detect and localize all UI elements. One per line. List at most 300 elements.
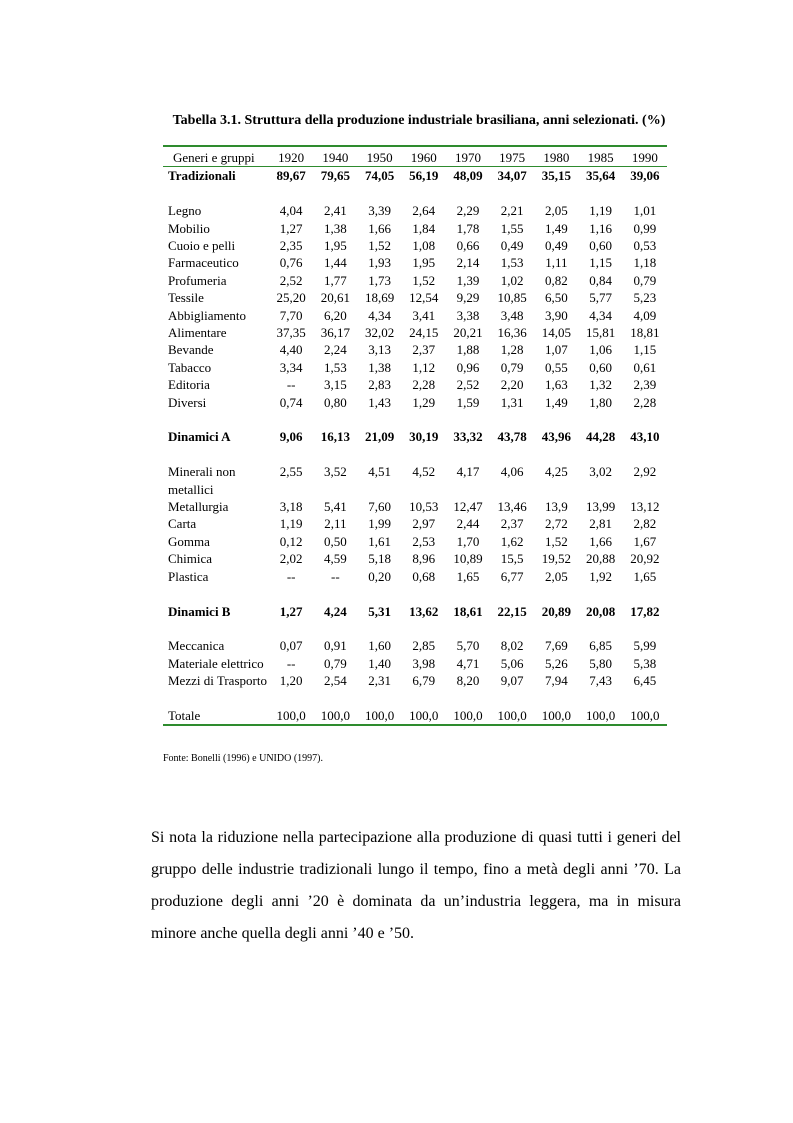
value-cell: 2,14: [456, 255, 480, 271]
value-cell: 7,69: [545, 638, 568, 654]
row-label-cell: Materiale elettrico: [168, 655, 264, 671]
table-row: [163, 394, 667, 411]
value-cell: 1,84: [412, 220, 436, 236]
value-cell: 19,52: [541, 551, 571, 567]
value-cell: 20,21: [453, 325, 483, 341]
value-cell: 9,07: [500, 673, 524, 689]
spacer-cell: [163, 620, 667, 637]
spacer-row: [163, 411, 667, 428]
table-row: [163, 307, 667, 324]
value-cell: 30,19: [409, 429, 439, 445]
value-cell: 6,45: [633, 673, 657, 689]
value-cell: 100,0: [269, 707, 313, 725]
value-cell: 0,60: [589, 238, 612, 254]
value-cell: 1,73: [368, 272, 391, 288]
value-cell: 3,41: [412, 307, 436, 323]
value-cell: 5,31: [368, 603, 391, 619]
value-cell: 2,37: [500, 516, 524, 532]
table-row: [163, 463, 667, 498]
value-cell: 1,88: [456, 342, 480, 358]
value-cell: 15,5: [500, 551, 524, 567]
value-cell: 100,0: [313, 707, 357, 725]
column-header: 1975: [490, 146, 534, 167]
value-cell: 4,71: [456, 655, 480, 671]
value-cell: 5,70: [456, 638, 480, 654]
value-cell: 2,52: [279, 272, 303, 288]
row-label-cell: Legno: [168, 203, 202, 219]
value-cell: 5,77: [589, 290, 612, 306]
value-cell: 22,15: [497, 603, 527, 619]
value-cell: 79,65: [313, 167, 357, 185]
value-cell: 100,0: [578, 707, 622, 725]
value-cell: 35,64: [578, 167, 622, 185]
value-cell: 3,02: [589, 464, 612, 480]
row-label-cell: Gomma: [168, 533, 210, 549]
table-row: [163, 550, 667, 567]
value-cell: 32,02: [364, 325, 395, 341]
value-cell: --: [286, 568, 296, 584]
value-cell: 2,72: [545, 516, 568, 532]
spacer-cell: [163, 411, 667, 428]
value-cell: 2,54: [323, 673, 347, 689]
table-row: [163, 254, 667, 271]
value-cell: 44,28: [585, 429, 616, 445]
row-label-cell: Metallurgia: [168, 499, 229, 515]
value-cell: 1,52: [412, 272, 436, 288]
value-cell: 37,35: [276, 325, 306, 341]
value-cell: 1,59: [456, 394, 480, 410]
value-cell: 1,60: [368, 638, 391, 654]
table-caption: Tabella 3.1. Struttura della produzione industriale brasiliana, anni selezionati. (%): [172, 113, 666, 128]
value-cell: 6,50: [545, 290, 568, 306]
value-cell: 2,83: [368, 377, 391, 393]
value-cell: 5,99: [633, 638, 657, 654]
table-row: [163, 289, 667, 306]
value-cell: 89,67: [269, 167, 313, 185]
value-cell: 2,31: [368, 673, 391, 689]
value-cell: 13,62: [409, 603, 439, 619]
value-cell: 1,20: [279, 673, 303, 689]
row-label-cell: Totale: [163, 707, 269, 725]
value-cell: 0,79: [500, 359, 524, 375]
row-label-cell: Plastica: [168, 568, 209, 584]
value-cell: 100,0: [357, 707, 401, 725]
value-cell: 56,19: [402, 167, 446, 185]
row-label-cell: Tessile: [168, 290, 204, 306]
value-cell: 100,0: [534, 707, 578, 725]
value-cell: 2,64: [412, 203, 436, 219]
value-cell: 13,99: [585, 499, 616, 515]
table-row: [163, 202, 667, 219]
value-cell: 6,77: [500, 568, 524, 584]
value-cell: 13,12: [630, 499, 660, 515]
spacer-row: [163, 446, 667, 463]
value-cell: 1,08: [412, 238, 436, 254]
value-cell: 34,07: [490, 167, 534, 185]
column-header: 1940: [313, 146, 357, 167]
value-cell: 2,39: [633, 377, 657, 393]
value-cell: 8,02: [500, 638, 524, 654]
value-cell: 0,96: [456, 359, 480, 375]
value-cell: 4,34: [368, 307, 391, 323]
value-cell: 2,85: [412, 638, 436, 654]
value-cell: 2,55: [279, 464, 303, 480]
spacer-cell: [163, 585, 667, 602]
value-cell: 2,28: [412, 377, 436, 393]
value-cell: 0,84: [589, 272, 612, 288]
value-cell: 1,44: [323, 255, 347, 271]
value-cell: 1,49: [545, 220, 568, 236]
value-cell: 4,09: [633, 307, 657, 323]
row-label-cell: Mobilio: [168, 220, 210, 236]
value-cell: 6,20: [323, 307, 347, 323]
value-cell: 1,40: [368, 655, 391, 671]
value-cell: 2,37: [412, 342, 436, 358]
value-cell: 100,0: [623, 707, 667, 725]
value-cell: 10,89: [453, 551, 483, 567]
table-row: [163, 376, 667, 393]
value-cell: 1,95: [323, 238, 347, 254]
value-cell: 5,38: [633, 655, 657, 671]
column-header: 1980: [534, 146, 578, 167]
body-paragraph: Si nota la riduzione nella partecipazione alla produzione di quasi tutti i generi del gruppo delle industrie tradizionali lungo il tempo, fino a metà degli anni ’70. La produzione degli anni ’20 è dominata da un’industria leggera, ma in misura minore anche quella degli anni ’40 e ’50.: [151, 829, 681, 942]
value-cell: 1,67: [633, 533, 657, 549]
value-cell: 1,95: [412, 255, 436, 271]
value-cell: 1,12: [412, 359, 436, 375]
value-cell: --: [331, 568, 340, 584]
value-cell: 3,15: [323, 377, 347, 393]
value-cell: 3,98: [412, 655, 436, 671]
value-cell: 2,41: [323, 203, 347, 219]
value-cell: 5,41: [323, 499, 347, 515]
value-cell: 16,36: [497, 325, 527, 341]
row-label-cell: Chimica: [168, 551, 213, 567]
row-label-cell: Bevande: [168, 342, 214, 358]
value-cell: 20,08: [585, 603, 616, 619]
value-cell: 7,70: [279, 307, 303, 323]
value-cell: 9,29: [456, 290, 480, 306]
value-cell: 6,79: [412, 673, 436, 689]
value-cell: 4,40: [279, 342, 303, 358]
value-cell: 1,18: [633, 255, 657, 271]
row-label-cell: Alimentare: [168, 325, 227, 341]
value-cell: 1,53: [500, 255, 524, 271]
value-cell: 2,35: [279, 238, 303, 254]
row-label-cell: Carta: [168, 516, 197, 532]
group-total-row: [163, 167, 667, 185]
value-cell: 1,38: [368, 359, 391, 375]
value-cell: 0,80: [323, 394, 347, 410]
value-cell: 10,85: [497, 290, 527, 306]
value-cell: 1,61: [368, 533, 391, 549]
value-cell: 1,19: [279, 516, 303, 532]
value-cell: 43,96: [541, 429, 571, 445]
value-cell: 25,20: [276, 290, 306, 306]
value-cell: 2,82: [633, 516, 657, 532]
spacer-cell: [163, 446, 667, 463]
column-header: 1970: [446, 146, 490, 167]
value-cell: 0,61: [633, 359, 657, 375]
value-cell: 36,17: [320, 325, 350, 341]
value-cell: 0,53: [633, 238, 657, 254]
spacer-cell: [163, 690, 667, 707]
value-cell: 1,99: [368, 516, 391, 532]
value-cell: 43,10: [630, 429, 660, 445]
spacer-row: [163, 185, 667, 202]
value-cell: 43,78: [497, 429, 527, 445]
value-cell: 5,18: [368, 551, 391, 567]
value-cell: 4,59: [323, 551, 347, 567]
table-row: [163, 637, 667, 654]
spacer-row: [163, 620, 667, 637]
value-cell: 12,47: [453, 499, 483, 515]
value-cell: 1,63: [545, 377, 568, 393]
value-cell: 13,46: [497, 499, 527, 515]
row-label-cell: Minerali non metallici: [168, 464, 236, 497]
value-cell: 1,43: [368, 394, 391, 410]
column-header: 1960: [402, 146, 446, 167]
value-cell: 18,69: [364, 290, 395, 306]
table-row: [163, 324, 667, 341]
value-cell: 0,49: [500, 238, 524, 254]
value-cell: 3,52: [323, 464, 347, 480]
value-cell: 4,04: [279, 203, 303, 219]
value-cell: 1,66: [589, 533, 612, 549]
value-cell: 17,82: [630, 603, 660, 619]
value-cell: 2,20: [500, 377, 524, 393]
column-header: 1920: [269, 146, 313, 167]
value-cell: 0,50: [323, 533, 347, 549]
value-cell: 2,92: [633, 464, 657, 480]
value-cell: 14,05: [541, 325, 571, 341]
value-cell: 1,78: [456, 220, 480, 236]
value-cell: 4,34: [589, 307, 612, 323]
value-cell: 1,27: [279, 603, 303, 619]
value-cell: 4,25: [545, 464, 568, 480]
value-cell: 2,05: [545, 568, 568, 584]
value-cell: --: [286, 377, 296, 393]
value-cell: 18,61: [453, 603, 483, 619]
value-cell: 0,12: [279, 533, 303, 549]
value-cell: 1,02: [500, 272, 524, 288]
value-cell: 16,13: [320, 429, 350, 445]
group-total-row: [163, 428, 667, 445]
value-cell: 2,29: [456, 203, 480, 219]
value-cell: 100,0: [490, 707, 534, 725]
value-cell: 9,06: [279, 429, 303, 445]
value-cell: 0,68: [412, 568, 436, 584]
value-cell: 0,49: [545, 238, 568, 254]
table-row: [163, 341, 667, 358]
row-label-cell: Farmaceutico: [168, 255, 239, 271]
row-label-cell: Mezzi di Trasporto: [168, 673, 267, 689]
value-cell: 8,96: [412, 551, 436, 567]
value-cell: 39,06: [623, 167, 667, 185]
value-cell: 33,32: [453, 429, 483, 445]
spacer-cell: [163, 185, 667, 202]
value-cell: 10,53: [409, 499, 439, 515]
row-label-cell: Editoria: [168, 377, 210, 393]
value-cell: 20,92: [630, 551, 660, 567]
value-cell: 2,05: [545, 203, 568, 219]
value-cell: 3,48: [500, 307, 524, 323]
value-cell: 15,81: [585, 325, 616, 341]
value-cell: 3,18: [279, 499, 303, 515]
value-cell: 1,80: [589, 394, 612, 410]
value-cell: 2,21: [500, 203, 524, 219]
table-row: [163, 237, 667, 254]
group-total-row: [163, 603, 667, 620]
value-cell: 4,06: [500, 464, 524, 480]
production-structure-table: [163, 145, 667, 726]
row-label-cell: Cuoio e pelli: [168, 238, 236, 254]
value-cell: 20,88: [585, 551, 616, 567]
table-source-note: Fonte: Bonelli (1996) e UNIDO (1997).: [163, 753, 323, 764]
row-label-cell: Profumeria: [168, 272, 227, 288]
value-cell: 20,89: [541, 603, 571, 619]
value-cell: 7,43: [589, 673, 612, 689]
value-cell: 4,24: [323, 603, 347, 619]
value-cell: 1,62: [500, 533, 524, 549]
table-row: [163, 359, 667, 376]
value-cell: 12,54: [409, 290, 439, 306]
value-cell: 5,26: [545, 655, 568, 671]
value-cell: 1,28: [500, 342, 524, 358]
value-cell: 48,09: [446, 167, 490, 185]
value-cell: 13,9: [545, 499, 568, 515]
value-cell: 3,34: [279, 359, 303, 375]
value-cell: 1,52: [545, 533, 568, 549]
value-cell: 2,97: [412, 516, 436, 532]
value-cell: 3,39: [368, 203, 391, 219]
value-cell: 0,82: [545, 272, 568, 288]
value-cell: 1,15: [589, 255, 612, 271]
value-cell: 1,15: [633, 342, 657, 358]
value-cell: 4,52: [412, 464, 436, 480]
value-cell: 4,17: [456, 464, 480, 480]
value-cell: 1,65: [456, 568, 480, 584]
value-cell: 1,19: [589, 203, 612, 219]
row-label-cell: Dinamici B: [168, 603, 231, 619]
value-cell: 21,09: [364, 429, 395, 445]
table-row: [163, 220, 667, 237]
value-cell: 18,81: [630, 325, 660, 341]
value-cell: 1,29: [412, 394, 436, 410]
column-header: 1985: [578, 146, 622, 167]
value-cell: 2,52: [456, 377, 480, 393]
row-label-cell: Dinamici A: [168, 429, 231, 445]
value-cell: 0,79: [323, 655, 347, 671]
value-cell: 1,32: [589, 377, 612, 393]
value-cell: 0,91: [323, 638, 347, 654]
value-cell: 1,52: [368, 238, 391, 254]
value-cell: 0,07: [279, 638, 303, 654]
value-cell: 0,55: [545, 359, 568, 375]
table-row: [163, 272, 667, 289]
value-cell: 74,05: [357, 167, 401, 185]
value-cell: 100,0: [402, 707, 446, 725]
value-cell: 0,60: [589, 359, 612, 375]
value-cell: 6,85: [589, 638, 612, 654]
value-cell: 1,27: [279, 220, 303, 236]
value-cell: 7,60: [368, 499, 391, 515]
table-row: [163, 655, 667, 672]
value-cell: 5,06: [500, 655, 524, 671]
value-cell: 5,80: [589, 655, 612, 671]
table-row: [163, 498, 667, 515]
spacer-row: [163, 690, 667, 707]
value-cell: 8,20: [456, 673, 480, 689]
value-cell: --: [286, 655, 296, 671]
table-row: [163, 568, 667, 585]
value-cell: 2,44: [456, 516, 480, 532]
value-cell: 2,53: [412, 533, 436, 549]
value-cell: 1,07: [545, 342, 568, 358]
value-cell: 1,65: [633, 568, 657, 584]
value-cell: 0,79: [633, 272, 657, 288]
value-cell: 1,38: [323, 220, 347, 236]
value-cell: 0,74: [279, 394, 303, 410]
row-label-cell: Meccanica: [168, 638, 225, 654]
table-header-row: [163, 146, 667, 167]
value-cell: 1,06: [589, 342, 612, 358]
row-label-cell: Abbigliamento: [168, 307, 246, 323]
value-cell: 2,28: [633, 394, 657, 410]
value-cell: 20,61: [320, 290, 350, 306]
value-cell: 4,51: [368, 464, 391, 480]
value-cell: 35,15: [534, 167, 578, 185]
value-cell: 5,23: [633, 290, 657, 306]
value-cell: 7,94: [545, 673, 568, 689]
value-cell: 1,01: [633, 203, 657, 219]
total-row: [163, 707, 667, 725]
row-label-cell: Diversi: [168, 394, 207, 410]
value-cell: 1,92: [589, 568, 612, 584]
value-cell: 1,31: [500, 394, 524, 410]
spacer-row: [163, 585, 667, 602]
value-cell: 1,77: [323, 272, 347, 288]
value-cell: 1,53: [323, 359, 347, 375]
table-body: [163, 167, 667, 725]
value-cell: 1,66: [368, 220, 391, 236]
value-cell: 1,16: [589, 220, 612, 236]
table-row: [163, 515, 667, 532]
column-header: 1950: [357, 146, 401, 167]
value-cell: 1,39: [456, 272, 480, 288]
table-row: [163, 533, 667, 550]
column-header: Generi e gruppi: [163, 146, 269, 167]
value-cell: 2,24: [323, 342, 347, 358]
value-cell: 24,15: [409, 325, 439, 341]
row-label-cell: Tabacco: [168, 359, 212, 375]
value-cell: 3,38: [456, 307, 480, 323]
row-label-cell: Tradizionali: [163, 167, 269, 185]
value-cell: 1,11: [545, 255, 568, 271]
value-cell: 0,66: [456, 238, 480, 254]
value-cell: 3,13: [368, 342, 391, 358]
value-cell: 2,11: [324, 516, 347, 532]
value-cell: 1,93: [368, 255, 391, 271]
value-cell: 2,81: [589, 516, 612, 532]
value-cell: 3,90: [545, 307, 568, 323]
value-cell: 1,70: [456, 533, 480, 549]
column-header: 1990: [623, 146, 667, 167]
value-cell: 2,02: [279, 551, 303, 567]
value-cell: 1,55: [500, 220, 524, 236]
value-cell: 0,99: [633, 220, 657, 236]
value-cell: 100,0: [446, 707, 490, 725]
value-cell: 1,49: [545, 394, 568, 410]
